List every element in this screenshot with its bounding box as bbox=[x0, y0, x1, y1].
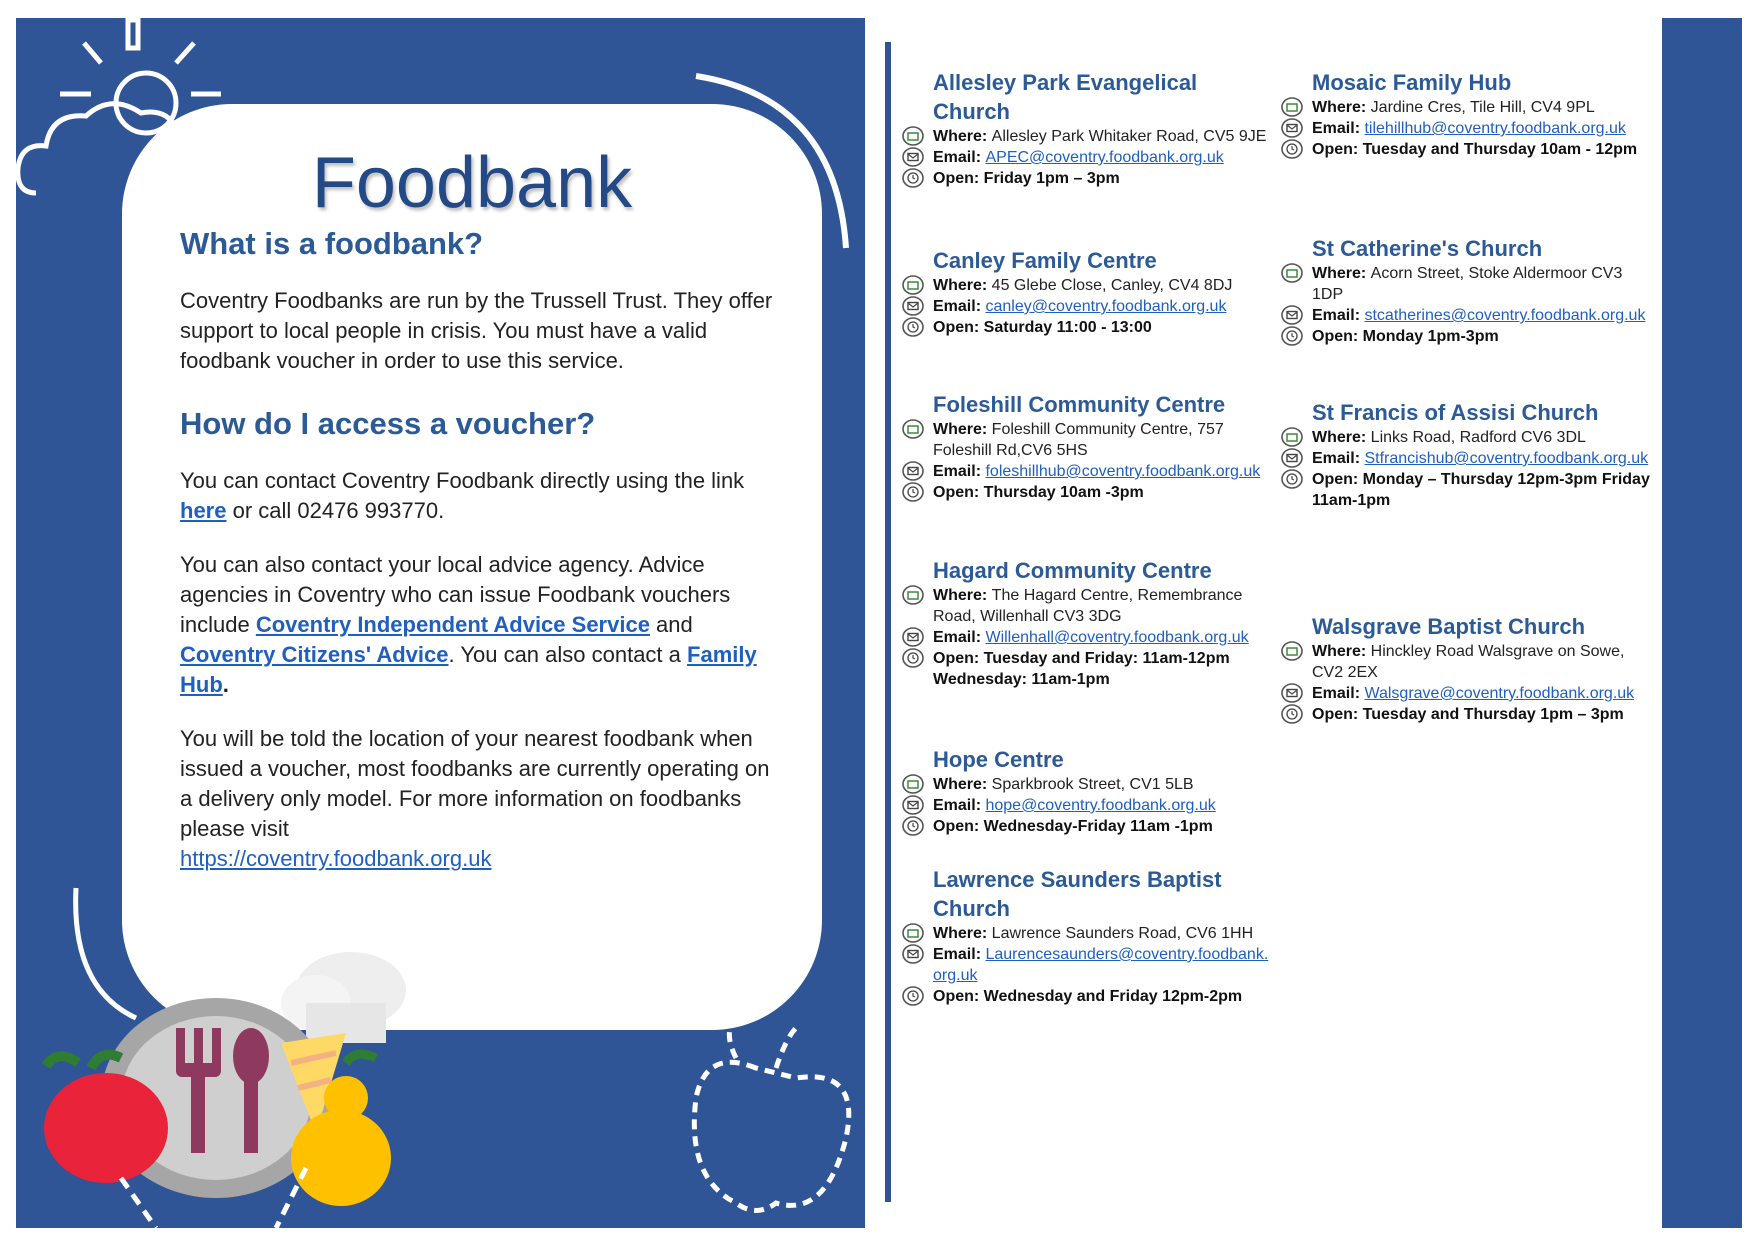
location-email-link[interactable]: tilehillhub@coventry.foodbank.org.uk bbox=[1364, 120, 1626, 137]
page-title: Foodbank bbox=[311, 143, 633, 223]
location-open-value: Monday 1pm-3pm bbox=[1362, 328, 1499, 345]
location-email-label: Email: bbox=[933, 463, 986, 480]
location-where-value: Sparkbrook Street, CV1 5LB bbox=[991, 776, 1194, 793]
location-where-value: Links Road, Radford CV6 3DL bbox=[1370, 429, 1586, 446]
location-entry bbox=[933, 745, 1273, 837]
location-where bbox=[933, 419, 1273, 461]
location-where-label: Where: bbox=[933, 776, 992, 793]
location-entry bbox=[1312, 68, 1652, 160]
location-email-label: Email: bbox=[933, 629, 986, 646]
website-line bbox=[180, 844, 780, 874]
location-open bbox=[933, 986, 1273, 1007]
building-icon bbox=[1281, 641, 1303, 661]
clock-icon bbox=[902, 317, 924, 337]
location-open-label: Open: bbox=[933, 319, 984, 336]
location-open bbox=[1312, 326, 1652, 347]
location-email-label: Email: bbox=[933, 946, 986, 963]
location-open-value: Tuesday and Thursday 10am - 12pm bbox=[1362, 141, 1638, 158]
here-link[interactable]: here bbox=[180, 498, 227, 523]
location-entry bbox=[1312, 398, 1652, 511]
location-name: Allesley Park Evangelical Church bbox=[933, 70, 1198, 124]
location-open-label: Open: bbox=[1312, 471, 1363, 488]
location-email bbox=[1312, 448, 1652, 469]
envelope-icon bbox=[902, 147, 924, 167]
location-open-value: Tuesday and Friday: 11am-12pm Wednesday: 11am-1pm bbox=[933, 650, 1230, 688]
location-where-label: Where: bbox=[1312, 429, 1371, 446]
location-email bbox=[1312, 683, 1652, 704]
location-email-label: Email: bbox=[933, 149, 986, 166]
envelope-icon bbox=[902, 296, 924, 316]
location-email bbox=[933, 944, 1273, 986]
location-entry bbox=[933, 865, 1273, 1007]
location-entry bbox=[933, 246, 1273, 338]
clock-icon bbox=[902, 816, 924, 836]
building-icon bbox=[902, 275, 924, 295]
location-where bbox=[933, 585, 1273, 627]
clock-icon bbox=[1281, 139, 1303, 159]
location-entry bbox=[1312, 612, 1652, 725]
location-where bbox=[1312, 263, 1652, 305]
location-name: St Francis of Assisi Church bbox=[1312, 400, 1599, 425]
location-where bbox=[1312, 427, 1652, 448]
location-open bbox=[933, 816, 1273, 837]
envelope-icon bbox=[1281, 118, 1303, 138]
clock-icon bbox=[902, 482, 924, 502]
location-where bbox=[933, 774, 1273, 795]
location-email-label: Email: bbox=[1312, 450, 1365, 467]
envelope-icon bbox=[902, 627, 924, 647]
clock-icon bbox=[1281, 704, 1303, 724]
location-where-label: Where: bbox=[933, 128, 992, 145]
clock-icon bbox=[902, 986, 924, 1006]
location-where-label: Where: bbox=[1312, 99, 1371, 116]
location-name: Hagard Community Centre bbox=[933, 558, 1212, 583]
location-email bbox=[1312, 118, 1652, 139]
location-where-value: Hinckley Road Walsgrave on Sowe, CV2 2EX bbox=[1312, 643, 1625, 681]
location-email bbox=[933, 147, 1273, 168]
location-entry bbox=[933, 556, 1273, 690]
building-icon bbox=[902, 419, 924, 439]
location-where-value: Lawrence Saunders Road, CV6 1HH bbox=[991, 925, 1254, 942]
location-email-label: Email: bbox=[933, 298, 986, 315]
location-email-link[interactable]: Walsgrave@coventry.foodbank.org.uk bbox=[1364, 685, 1635, 702]
location-open-label: Open: bbox=[933, 818, 984, 835]
location-where-label: Where: bbox=[933, 587, 992, 604]
location-open-label: Open: bbox=[933, 988, 984, 1005]
location-open bbox=[1312, 139, 1652, 160]
location-name: Foleshill Community Centre bbox=[933, 392, 1226, 417]
location-email-link[interactable]: Laurencesaunders@coventry.foodbank.org.uk bbox=[933, 946, 1269, 984]
location-email bbox=[933, 296, 1273, 317]
flyer-panel bbox=[16, 18, 865, 1228]
location-open bbox=[1312, 704, 1652, 725]
building-icon bbox=[902, 774, 924, 794]
location-open-label: Open: bbox=[933, 484, 984, 501]
building-icon bbox=[1281, 263, 1303, 283]
envelope-icon bbox=[902, 461, 924, 481]
location-where bbox=[933, 923, 1273, 944]
citizens-advice-link[interactable]: Coventry Citizens' Advice bbox=[180, 642, 449, 667]
clock-icon bbox=[1281, 469, 1303, 489]
what-text: Coventry Foodbanks are run by the Trussell Trust. They offer support to local people in crisis. You must have a valid foodbank voucher in order to use this service. bbox=[180, 288, 773, 373]
location-entry bbox=[1312, 234, 1652, 347]
what-heading: What is a foodbank? bbox=[180, 226, 484, 261]
location-open-value: Monday – Thursday 12pm-3pm Friday 11am-1pm bbox=[1312, 471, 1650, 509]
building-icon bbox=[902, 126, 924, 146]
advice-text: You can also contact your local advice agency. Advice agencies in Coventry who can issue Foodbank vouchers include Coventry Independent Advice Service and Coventry Citizens' Advice. You can also contact a Family Hub. bbox=[180, 552, 757, 697]
building-icon bbox=[1281, 97, 1303, 117]
location-open-value: Tuesday and Thursday 1pm – 3pm bbox=[1362, 706, 1624, 723]
told-text: You will be told the location of your nearest foodbank when issued a voucher, most foodbanks are currently operating on a delivery only model. For more information on foodbanks please visit bbox=[180, 726, 770, 841]
location-email-link[interactable]: APEC@coventry.foodbank.org.uk bbox=[985, 149, 1224, 166]
location-where bbox=[1312, 97, 1652, 118]
location-open-label: Open: bbox=[933, 170, 984, 187]
location-name: Hope Centre bbox=[933, 747, 1064, 772]
location-open bbox=[933, 482, 1273, 503]
location-open bbox=[1312, 469, 1652, 511]
location-email-label: Email: bbox=[1312, 307, 1365, 324]
building-icon bbox=[902, 585, 924, 605]
location-where-label: Where: bbox=[1312, 265, 1371, 282]
location-where-label: Where: bbox=[933, 925, 992, 942]
clock-icon bbox=[1281, 326, 1303, 346]
location-email-link[interactable]: hope@coventry.foodbank.org.uk bbox=[985, 797, 1216, 814]
location-email bbox=[933, 461, 1273, 482]
location-where-value: Foleshill Community Centre, 757 Foleshill Rd,CV6 5HS bbox=[933, 421, 1224, 459]
divider-line bbox=[885, 42, 891, 1202]
location-name: Mosaic Family Hub bbox=[1312, 70, 1512, 95]
location-email-link[interactable]: foleshillhub@coventry.foodbank.org.uk bbox=[985, 463, 1261, 480]
clock-icon bbox=[902, 168, 924, 188]
location-name: St Catherine's Church bbox=[1312, 236, 1543, 261]
location-name: Canley Family Centre bbox=[933, 248, 1157, 273]
location-open-value: Wednesday and Friday 12pm-2pm bbox=[983, 988, 1243, 1005]
location-email-label: Email: bbox=[1312, 120, 1365, 137]
website-link[interactable]: https://coventry.foodbank.org.uk bbox=[180, 846, 492, 871]
envelope-icon bbox=[1281, 305, 1303, 325]
clock-icon bbox=[902, 648, 924, 668]
location-open bbox=[933, 168, 1273, 189]
location-where-label: Where: bbox=[933, 421, 992, 438]
right-blue-bar bbox=[1662, 18, 1742, 1228]
location-open bbox=[933, 317, 1273, 338]
location-open-value: Saturday 11:00 - 13:00 bbox=[983, 319, 1152, 336]
location-email bbox=[933, 627, 1273, 648]
location-email-label: Email: bbox=[1312, 685, 1365, 702]
location-open-label: Open: bbox=[933, 650, 984, 667]
location-where-value: Acorn Street, Stoke Aldermoor CV3 1DP bbox=[1312, 265, 1623, 303]
location-open-label: Open: bbox=[1312, 328, 1363, 345]
envelope-icon bbox=[902, 795, 924, 815]
building-icon bbox=[1281, 427, 1303, 447]
envelope-icon bbox=[1281, 683, 1303, 703]
location-where-label: Where: bbox=[1312, 643, 1371, 660]
location-where-label: Where: bbox=[933, 277, 992, 294]
location-open-value: Thursday 10am -3pm bbox=[983, 484, 1144, 501]
location-email bbox=[1312, 305, 1652, 326]
contact-text: You can contact Coventry Foodbank directly using the link here or call 02476 993770. bbox=[180, 468, 745, 523]
location-name: Lawrence Saunders Baptist Church bbox=[933, 867, 1222, 921]
location-email-link[interactable]: stcatherines@coventry.foodbank.org.uk bbox=[1364, 307, 1646, 324]
location-where bbox=[1312, 641, 1652, 683]
location-entry bbox=[933, 390, 1273, 503]
location-where-value: The Hagard Centre, Remembrance Road, Willenhall CV3 3DG bbox=[933, 587, 1243, 625]
location-where-value: Allesley Park Whitaker Road, CV5 9JE bbox=[991, 128, 1267, 145]
location-email bbox=[933, 795, 1273, 816]
location-email-link[interactable]: Stfrancishub@coventry.foodbank.org.uk bbox=[1364, 450, 1649, 467]
location-open-value: Friday 1pm – 3pm bbox=[983, 170, 1120, 187]
location-where-value: 45 Glebe Close, Canley, CV4 8DJ bbox=[991, 277, 1233, 294]
independent-advice-link[interactable]: Coventry Independent Advice Service bbox=[255, 612, 650, 637]
location-open bbox=[933, 648, 1273, 690]
location-email-label: Email: bbox=[933, 797, 986, 814]
location-open-label: Open: bbox=[1312, 141, 1363, 158]
envelope-icon bbox=[1281, 448, 1303, 468]
building-icon bbox=[902, 923, 924, 943]
how-heading: How do I access a voucher? bbox=[180, 406, 596, 441]
location-open-label: Open: bbox=[1312, 706, 1363, 723]
family-hub-link[interactable]: Family Hub bbox=[180, 642, 757, 697]
location-entry bbox=[933, 68, 1273, 189]
location-where bbox=[933, 275, 1273, 296]
location-name: Walsgrave Baptist Church bbox=[1312, 614, 1586, 639]
location-email-link[interactable]: Willenhall@coventry.foodbank.org.uk bbox=[985, 629, 1249, 646]
location-where bbox=[933, 126, 1273, 147]
location-where-value: Jardine Cres, Tile Hill, CV4 9PL bbox=[1370, 99, 1595, 116]
location-email-link[interactable]: canley@coventry.foodbank.org.uk bbox=[985, 298, 1227, 315]
envelope-icon bbox=[902, 944, 924, 964]
info-card bbox=[122, 104, 822, 1030]
location-open-value: Wednesday-Friday 11am -1pm bbox=[983, 818, 1213, 835]
